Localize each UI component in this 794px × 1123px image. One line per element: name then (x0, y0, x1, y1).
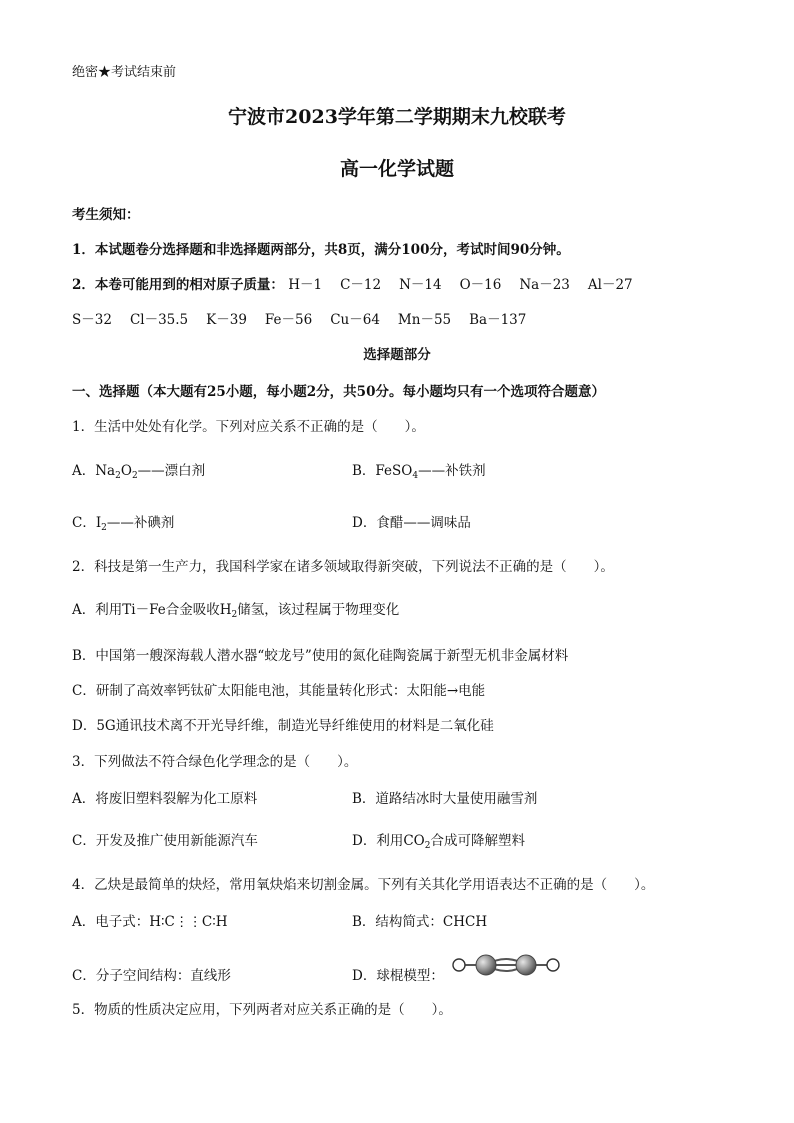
hydrogen-atom-icon (547, 959, 559, 971)
q1-option-a (72, 462, 205, 482)
q1-a-sub: 2 (131, 471, 138, 481)
atom-mass: H－1 (288, 277, 323, 293)
q3-stem: 3．下列做法不符合绿色化学理念的是（ ）。 (72, 754, 358, 770)
q2-a-sub: 2 (231, 610, 238, 620)
section-heading: 一、选择题（本大题有25小题，每小题2分，共50分。每小题均只有一个选项符合题意） (72, 384, 605, 400)
q3-option-d (352, 832, 525, 852)
q1-a-text: O (120, 463, 132, 479)
q1-stem: 1．生活中处处有化学。下列对应关系不正确的是（ ）。 (72, 419, 425, 435)
atom-mass: O－16 (459, 277, 502, 293)
exam-subtitle: 高一化学试题 (339, 158, 454, 180)
carbon-atom-icon (476, 955, 496, 975)
q2-option-d: D．5G通讯技术离不开光导纤维，制造光导纤维使用的材料是二氧化硅 (72, 718, 494, 734)
carbon-atom-icon (516, 955, 536, 975)
section-title: 选择题部分 (363, 347, 431, 363)
q3-d-sub: 2 (424, 841, 431, 851)
q3-option-b: B．道路结冰时大量使用融雪剂 (352, 791, 538, 807)
atoms-line-2 (72, 311, 544, 329)
q1-b-sub: 4 (412, 471, 419, 481)
atom-mass: K－39 (206, 312, 247, 328)
q1-a-text: A．Na (72, 463, 116, 479)
q4-stem: 4．乙炔是最简单的炔烃，常用氧炔焰来切割金属。下列有关其化学用语表达不正确的是（ ）。 (72, 877, 655, 893)
q1-a-text: ——漂白剂 (137, 463, 206, 479)
notice-item-2 (72, 276, 651, 294)
q1-c-sub: 2 (101, 523, 107, 533)
atom-mass: Ba－137 (469, 312, 527, 328)
atom-mass: Cl－35.5 (129, 312, 189, 328)
ball-stick-model-image (446, 950, 566, 980)
atom-mass: Fe－56 (264, 312, 313, 328)
q5-stem: 5．物质的性质决定应用，下列两者对应关系正确的是（ ）。 (72, 1002, 452, 1018)
q1-b-text: ——补铁剂 (418, 463, 486, 479)
notice-item-1: 1．本试题卷分选择题和非选择题两部分，共8页，满分100分，考试时间90分钟。 (72, 242, 570, 258)
q1-option-b (352, 462, 486, 482)
q1-c-text: C．I (72, 515, 102, 531)
q2-stem: 2．科技是第一生产力，我国科学家在诸多领域取得新突破，下列说法不正确的是（ ）。 (72, 559, 614, 575)
atom-mass: C－12 (340, 277, 382, 293)
atom-mass: S－32 (72, 312, 112, 328)
atom-mass: N－14 (399, 277, 442, 293)
q4-option-b: B．结构简式：CHCH (352, 914, 488, 930)
q2-option-c: C．研制了高效率钙钛矿太阳能电池，其能量转化形式：太阳能→电能 (72, 683, 486, 699)
q1-b-text: B．FeSO (352, 463, 413, 479)
q2-a-text: A．利用Ti－Fe合金吸收H (72, 602, 232, 618)
q1-option-d: D．食醋——调味品 (352, 515, 471, 531)
notice-item-2-prefix: 2．本卷可能用到的相对原子质量： (72, 277, 284, 293)
q3-option-a: A．将废旧塑料裂解为化工原料 (72, 791, 258, 807)
atom-mass: Na－23 (519, 277, 570, 293)
q4-option-c: C．分子空间结构：直线形 (72, 968, 231, 984)
q1-option-c (72, 514, 174, 534)
q3-d-text: D．利用CO (352, 833, 425, 849)
atoms-line-1 (284, 277, 651, 293)
q4-option-d: D．球棍模型： (352, 968, 444, 984)
q2-option-b: B．中国第一艘深海载人潜水器“蛟龙号”使用的氮化硅陶瓷属于新型无机非金属材料 (72, 648, 569, 664)
atom-mass: Cu－64 (330, 312, 380, 328)
q3-option-c: C．开发及推广使用新能源汽车 (72, 833, 258, 849)
hydrogen-atom-icon (453, 959, 465, 971)
atom-mass: Mn－55 (397, 312, 452, 328)
q2-option-a (72, 601, 399, 621)
q2-a-text: 储氢，该过程属于物理变化 (237, 602, 400, 618)
q1-a-sub: 2 (115, 471, 121, 481)
secret-label: 绝密★考试结束前 (72, 65, 177, 80)
atom-mass: Al－27 (587, 277, 633, 293)
q3-d-text: 合成可降解塑料 (430, 833, 525, 849)
notice-heading: 考生须知： (72, 207, 140, 223)
q1-c-text: ——补碘剂 (106, 515, 175, 531)
q4-option-a: A．电子式：H∶C⋮⋮C∶H (72, 914, 228, 930)
exam-title: 宁波市2023学年第二学期期末九校联考 (228, 106, 566, 128)
